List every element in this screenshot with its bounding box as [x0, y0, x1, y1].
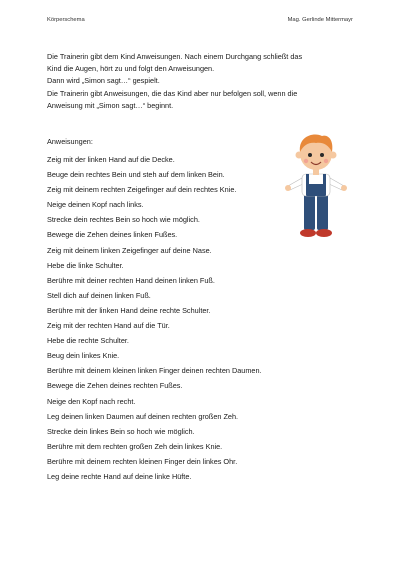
instruction-item: Berühre mit deiner rechten Hand deinen linken Fuß. — [47, 275, 215, 285]
header-title: Körperschema — [47, 17, 85, 23]
instruction-item: Berühre mit der linken Hand deine rechte Schulter. — [47, 305, 211, 315]
instruction-list — [47, 152, 262, 484]
right-strap — [323, 174, 326, 185]
intro-line: Kind die Augen, hört zu und folgt den Anweisungen. — [47, 64, 215, 74]
header-author: Mag. Gerlinde Mittermayr — [287, 17, 353, 23]
instruction-item: Leg deinen linken Daumen auf deinen rechten großen Zeh. — [47, 411, 239, 421]
instruction-item: Berühre mit deinem rechten kleinen Finger dein linkes Ohr. — [47, 456, 238, 466]
right-shoe — [316, 229, 332, 237]
instruction-item: Leg deine rechte Hand auf deine linke Hüfte. — [47, 471, 192, 481]
instruction-item: Strecke dein linkes Bein so hoch wie möglich. — [47, 426, 195, 436]
intro-text — [47, 51, 367, 112]
left-ear — [296, 152, 303, 159]
instruction-item: Strecke dein rechtes Bein so hoch wie möglich. — [47, 215, 200, 225]
instruction-item: Hebe die rechte Schulter. — [47, 336, 129, 346]
instruction-item: Zeig mit deinem linken Zeigefinger auf deine Nase. — [47, 245, 212, 255]
left-strap — [306, 174, 309, 185]
instruction-item: Berühre mit dem rechten großen Zeh dein linkes Knie. — [47, 441, 223, 451]
right-ear — [330, 152, 337, 159]
intro-line: Die Trainerin gibt dem Kind Anweisungen. Nach einem Durchgang schließt das — [47, 52, 303, 61]
instruction-item: Beug dein linkes Knie. — [47, 351, 120, 361]
instruction-item: Zeig mit der linken Hand auf die Decke. — [47, 155, 175, 164]
intro-line: Die Trainerin gibt Anweisungen, die das Kind aber nur befolgen soll, wenn die — [47, 88, 298, 98]
instruction-item: Hebe die linke Schulter. — [47, 260, 124, 270]
left-eye — [308, 153, 312, 157]
section-heading: Anweisungen: — [47, 137, 93, 146]
left-hand — [285, 185, 291, 191]
right-cheek — [324, 159, 328, 163]
overall-bib — [306, 184, 326, 196]
right-eye — [320, 153, 324, 157]
instruction-item: Zeig mit der rechten Hand auf die Tür. — [47, 321, 170, 331]
intro-line: Dann wird „Simon sagt…“ gespielt. — [47, 76, 160, 86]
instruction-item: Stell dich auf deinen linken Fuß. — [47, 290, 151, 300]
intro-line: Anweisung mit „Simon sagt…“ beginnt. — [47, 100, 174, 110]
boy-illustration — [284, 128, 348, 248]
instruction-item: Bewege die Zehen deines linken Fußes. — [47, 230, 178, 240]
left-cheek — [304, 159, 308, 163]
instruction-item: Neige den Kopf nach recht. — [47, 396, 136, 406]
instruction-item: Bewege die Zehen deines rechten Fußes. — [47, 381, 183, 391]
instruction-item: Beuge dein rechtes Bein und steh auf dem linken Bein. — [47, 170, 225, 180]
left-shoe — [300, 229, 316, 237]
instruction-item: Neige deinen Kopf nach links. — [47, 200, 144, 210]
instruction-item: Berühre mit deinem kleinen linken Finger deinen rechten Daumen. — [47, 366, 262, 376]
right-hand — [341, 185, 347, 191]
instruction-item: Zeig mit deinem rechten Zeigefinger auf dein rechtes Knie. — [47, 185, 237, 195]
